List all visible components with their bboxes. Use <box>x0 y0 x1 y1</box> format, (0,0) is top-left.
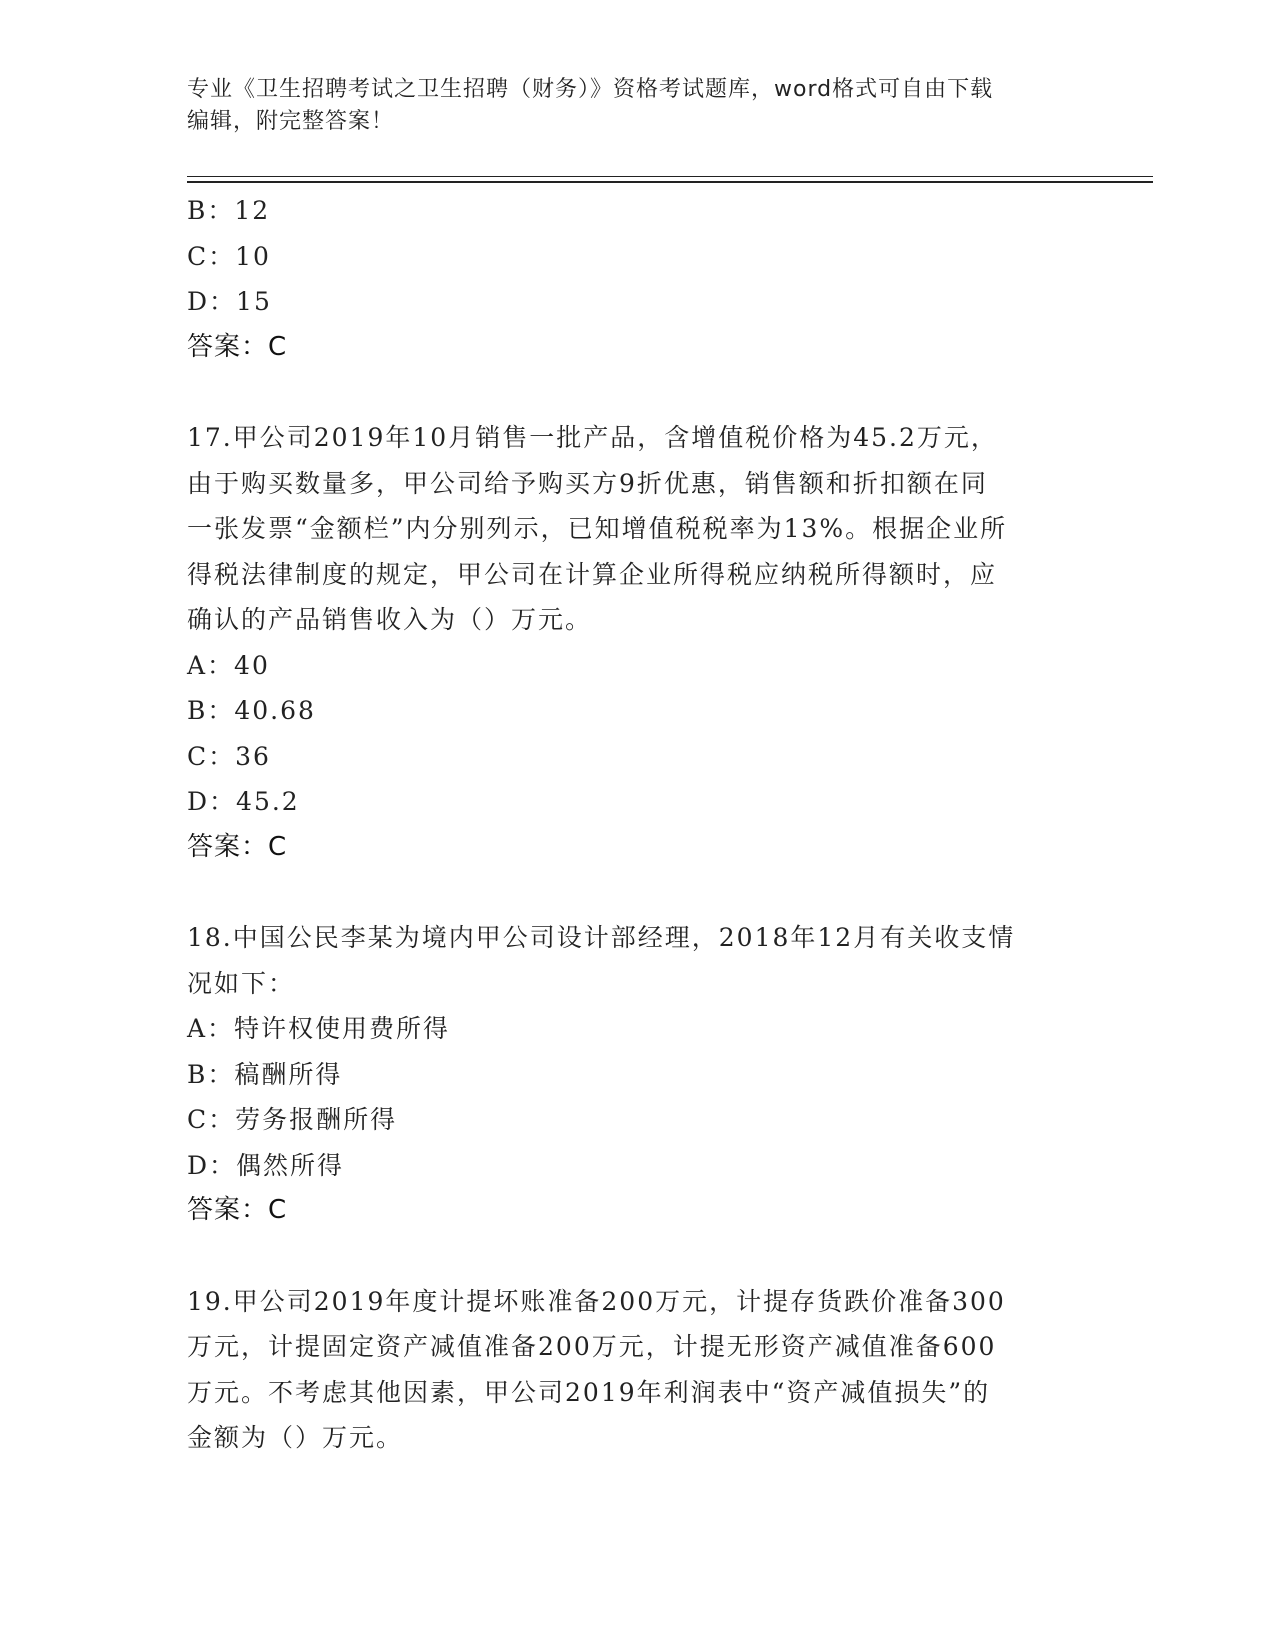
question-19 <box>187 1279 1087 1461</box>
document-body <box>187 188 1087 1461</box>
header-divider-thin <box>187 176 1153 177</box>
answer-line: 答案：C <box>187 831 288 862</box>
option-b: B：12 <box>187 196 271 225</box>
question-18 <box>187 915 1087 1234</box>
option-b: B：稿酬所得 <box>187 1059 343 1089</box>
question-stem-line: 金额为（）万元。 <box>187 1423 404 1452</box>
question-16-tail <box>187 188 1087 370</box>
question-stem-line: 一张发票“金额栏”内分别列示，已知增值税税率为13%。根据企业所 <box>187 514 1008 543</box>
option-b: B：40.68 <box>187 696 316 725</box>
option-c: C：10 <box>187 241 271 271</box>
question-stem-line: 17.甲公司2019年10月销售一批产品，含增值税价格为45.2万元， <box>187 423 998 452</box>
question-stem-line: 由于购买数量多，甲公司给予购买方9折优惠，销售额和折扣额在同 <box>187 468 988 498</box>
spacer <box>187 870 1087 915</box>
spacer <box>187 1234 1087 1279</box>
question-stem-line: 万元。不考虑其他因素，甲公司2019年利润表中“资产减值损失”的 <box>187 1377 991 1407</box>
option-a: A：40 <box>187 650 270 680</box>
question-stem-line: 万元，计提固定资产减值准备200万元，计提无形资产减值准备600 <box>187 1332 997 1361</box>
option-d: D：偶然所得 <box>187 1150 345 1180</box>
question-stem-line: 19.甲公司2019年度计提坏账准备200万元，计提存货跌价准备300 <box>187 1286 1006 1316</box>
option-c: C：36 <box>187 741 271 771</box>
question-stem-line: 确认的产品销售收入为（）万元。 <box>187 605 593 634</box>
header-line-1: 专业《卫生招聘考试之卫生招聘（财务）》资格考试题库，word格式可自由下载 <box>187 77 994 102</box>
question-17 <box>187 415 1087 870</box>
question-stem <box>187 915 1087 1006</box>
spacer <box>187 370 1087 415</box>
option-d: D：15 <box>187 287 272 316</box>
question-stem-line: 得税法律制度的规定，甲公司在计算企业所得税应纳税所得额时，应 <box>187 559 998 589</box>
header-line-2: 编辑，附完整答案！ <box>187 109 395 134</box>
question-stem <box>187 415 1087 643</box>
option-c: C：劳务报酬所得 <box>187 1105 398 1134</box>
document-header <box>187 74 1067 138</box>
question-stem-line: 18.中国公民李某为境内甲公司设计部经理，2018年12月有关收支情 <box>187 923 1016 952</box>
answer-line: 答案：C <box>187 331 288 362</box>
option-d: D：45.2 <box>187 787 300 816</box>
answer-line: 答案：C <box>187 1195 288 1225</box>
header-divider-thick <box>187 181 1153 183</box>
option-a: A：特许权使用费所得 <box>187 1014 451 1043</box>
question-stem-line: 况如下： <box>187 968 296 998</box>
question-stem <box>187 1279 1087 1461</box>
